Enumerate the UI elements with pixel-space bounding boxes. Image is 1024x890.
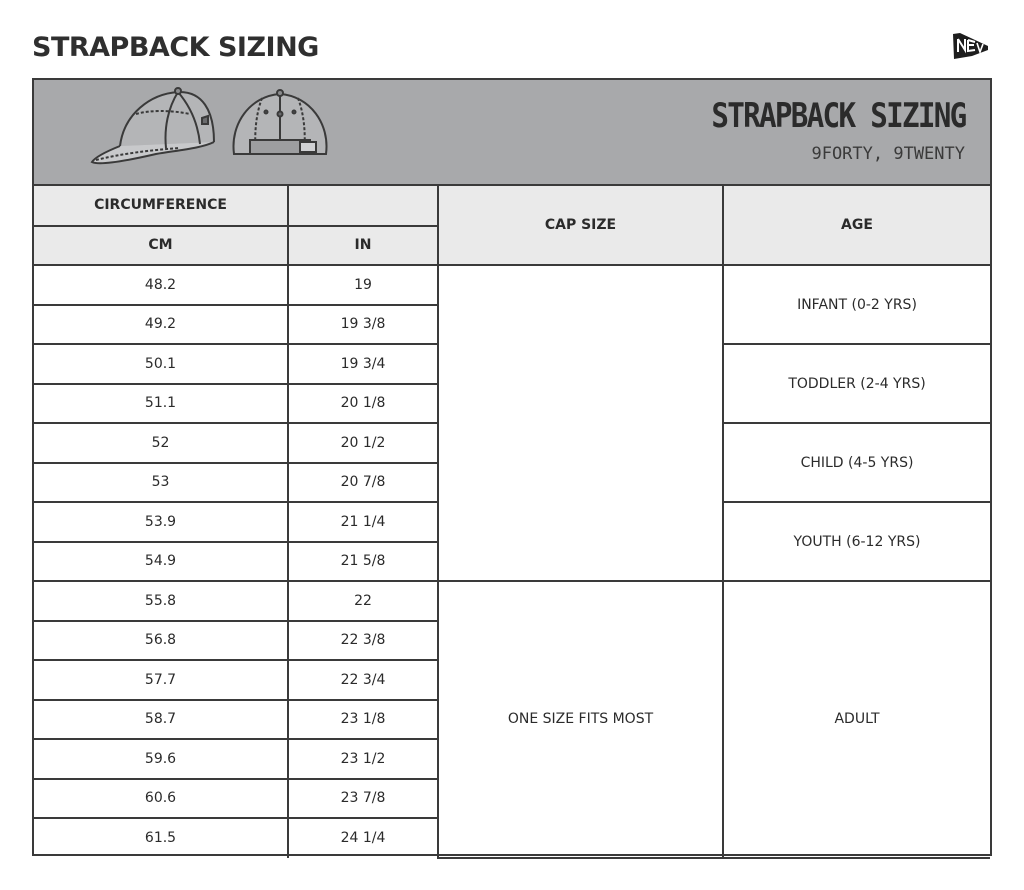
cap-size-header: CAP SIZE [438,186,723,265]
cm-cell: 51.1 [34,384,288,424]
cm-cell: 56.8 [34,621,288,661]
cm-cell: 60.6 [34,779,288,819]
cm-cell: 50.1 [34,344,288,384]
cm-cell: 49.2 [34,305,288,345]
cap-illustration [90,84,338,178]
sizing-chart [32,78,992,856]
in-cell: 23 1/8 [288,700,438,740]
in-cell: 19 3/8 [288,305,438,345]
cap-size-cell-youth [438,265,723,581]
in-header: IN [288,226,438,266]
in-cell: 24 1/4 [288,818,438,858]
circumference-header: CIRCUMFERENCE [34,186,288,226]
age-cell-child: CHILD (4-5 YRS) [723,423,990,502]
cap-back-view-icon [233,90,326,154]
table-header-row [34,186,990,226]
cm-cell: 54.9 [34,542,288,582]
age-cell-youth: YOUTH (6-12 YRS) [723,502,990,581]
cap-size-cell-adult: ONE SIZE FITS MOST [438,581,723,858]
in-cell: 20 1/2 [288,423,438,463]
age-cell-infant: INFANT (0-2 YRS) [723,265,990,344]
page-title: STRAPBACK SIZING [32,32,319,63]
in-cell: 22 3/4 [288,660,438,700]
chart-banner [34,80,990,186]
in-cell: 20 7/8 [288,463,438,503]
in-cell: 23 7/8 [288,779,438,819]
in-cell: 19 [288,265,438,305]
age-header: AGE [723,186,990,265]
age-cell-toddler: TODDLER (2-4 YRS) [723,344,990,423]
banner-title: STRAPBACK SIZING [711,96,966,136]
in-cell: 21 5/8 [288,542,438,582]
in-cell: 20 1/8 [288,384,438,424]
cm-cell: 58.7 [34,700,288,740]
new-era-flag-logo [950,30,990,62]
cm-cell: 52 [34,423,288,463]
table-row [34,581,990,621]
in-cell: 22 [288,581,438,621]
cap-side-view-icon [92,88,214,163]
age-cell-adult: ADULT [723,581,990,858]
cm-cell: 55.8 [34,581,288,621]
cm-cell: 48.2 [34,265,288,305]
banner-subtitle: 9FORTY, 9TWENTY [811,144,965,164]
in-cell: 22 3/8 [288,621,438,661]
in-cell: 23 1/2 [288,739,438,779]
size-table [34,186,990,859]
blank-header [288,186,438,226]
cm-cell: 53.9 [34,502,288,542]
in-cell: 21 1/4 [288,502,438,542]
table-row [34,265,990,305]
in-cell: 19 3/4 [288,344,438,384]
cm-header: CM [34,226,288,266]
cm-cell: 59.6 [34,739,288,779]
cm-cell: 53 [34,463,288,503]
cm-cell: 57.7 [34,660,288,700]
cm-cell: 61.5 [34,818,288,858]
